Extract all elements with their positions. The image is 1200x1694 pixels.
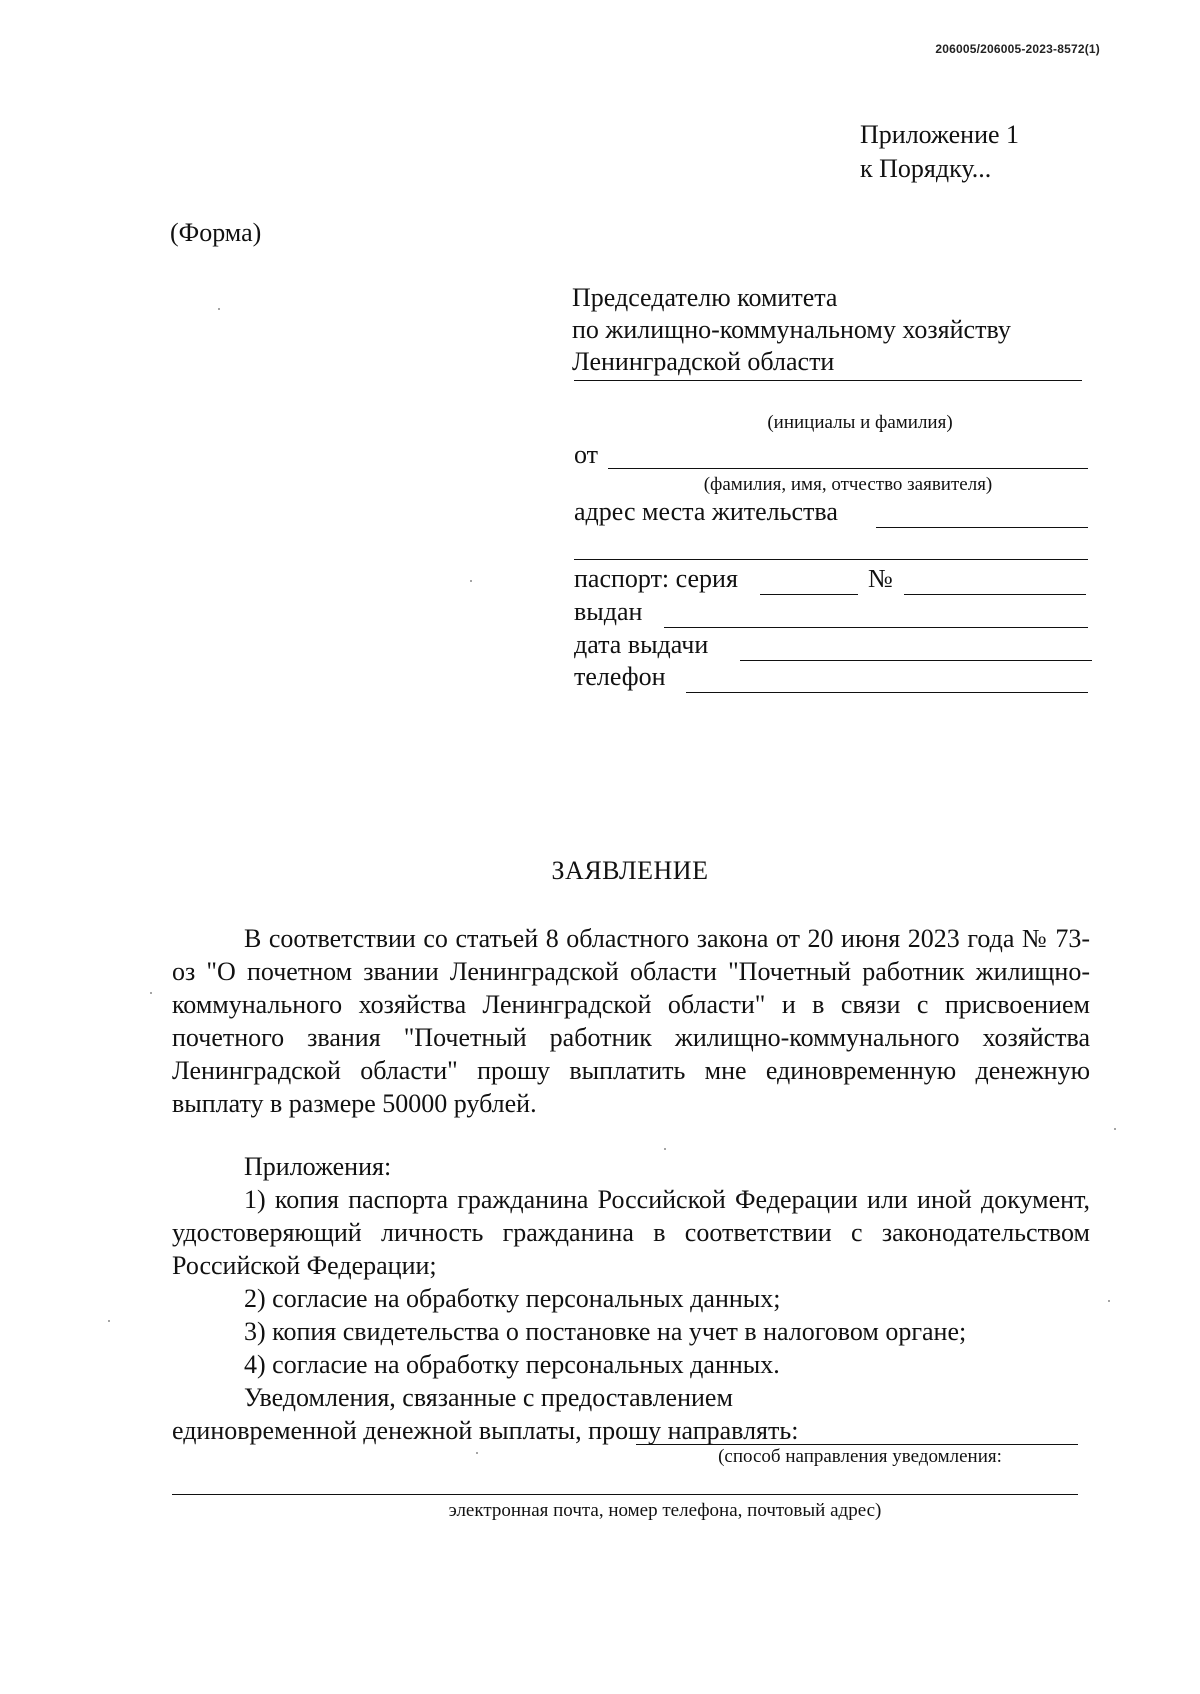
notification-method-field-line[interactable] bbox=[636, 1414, 1078, 1445]
attachments-label: Приложения: bbox=[244, 1152, 392, 1181]
addressee-block bbox=[572, 282, 1011, 378]
initials-field-line[interactable] bbox=[574, 380, 1082, 381]
applicant-name-field-line[interactable] bbox=[608, 442, 1088, 469]
from-label: от bbox=[574, 440, 599, 469]
addressee-line-1: Председателю комитета bbox=[572, 283, 838, 312]
document-id: 206005/206005-2023-8572(1) bbox=[935, 42, 1100, 56]
scan-speck bbox=[664, 1148, 666, 1150]
notification-caption-2: электронная почта, номер телефона, почтовый адрес) bbox=[448, 1500, 882, 1521]
scan-speck bbox=[476, 1452, 478, 1454]
address-field-line-1[interactable] bbox=[876, 497, 1088, 528]
issue-date-label: дата выдачи bbox=[574, 630, 709, 659]
scan-speck bbox=[108, 1320, 110, 1322]
attachment-item-1: 1) копия паспорта гражданина Российской Федерации или иной документ, удостоверяющий личность гражданина в соответствии с законодательством Российской Федерации; bbox=[172, 1185, 1090, 1280]
scan-speck bbox=[1114, 1128, 1116, 1130]
issue-date-field-line[interactable] bbox=[740, 630, 1092, 661]
address-field-line-2[interactable] bbox=[574, 531, 1088, 560]
appendix-reference bbox=[860, 118, 1019, 186]
attachment-item-2: 2) согласие на обработку персональных данных; bbox=[244, 1284, 781, 1313]
appendix-line-2: к Порядку... bbox=[860, 154, 992, 183]
passport-number-field-line[interactable] bbox=[904, 564, 1086, 595]
addressee-line-3: Ленинградской области bbox=[572, 347, 835, 376]
passport-series-field-line[interactable] bbox=[760, 564, 858, 595]
addressee-line-2: по жилищно-коммунальному хозяйству bbox=[572, 315, 1011, 344]
scan-speck bbox=[150, 992, 152, 994]
phone-field-line[interactable] bbox=[686, 662, 1088, 693]
attachments-block bbox=[172, 1150, 1090, 1381]
scan-speck bbox=[470, 580, 472, 582]
address-label: адрес места жительства bbox=[574, 497, 838, 526]
passport-series-label: паспорт: серия bbox=[574, 564, 738, 593]
document-title: ЗАЯВЛЕНИЕ bbox=[551, 856, 709, 885]
scan-speck bbox=[218, 308, 220, 310]
phone-label: телефон bbox=[574, 662, 666, 691]
statement-paragraph: В соответствии со статьей 8 областного закона от 20 июня 2023 года № 73-оз "О почетном звании Ленинградской области "Почетный работник жилищно-коммунального хозяйства Ленинградской области" и в связи с присвоением почетного звания "Почетный работник жилищно-коммунального хозяйства Ленинградской области" прошу выплатить мне единовременную денежную выплату в размере 50000 рублей. bbox=[172, 924, 1090, 1118]
statement-body bbox=[172, 922, 1090, 1120]
initials-caption: (инициалы и фамилия) bbox=[767, 412, 953, 433]
notification-caption-1: (способ направления уведомления: bbox=[718, 1446, 1002, 1467]
attachment-item-3: 3) копия свидетельства о постановке на учет в налоговом органе; bbox=[244, 1317, 967, 1346]
form-label: (Форма) bbox=[170, 218, 262, 247]
notification-address-field-line[interactable] bbox=[172, 1468, 1078, 1495]
applicant-caption: (фамилия, имя, отчество заявителя) bbox=[703, 474, 993, 495]
attachment-item-4: 4) согласие на обработку персональных данных. bbox=[244, 1350, 780, 1379]
appendix-line-1: Приложение 1 bbox=[860, 120, 1020, 149]
issued-field-line[interactable] bbox=[664, 597, 1088, 628]
notification-text: Уведомления, связанные с предоставлением единовременной денежной выплаты, прошу направлять: bbox=[172, 1383, 799, 1445]
issued-label: выдан bbox=[574, 597, 643, 626]
scan-speck bbox=[1108, 1300, 1110, 1302]
passport-number-label: № bbox=[868, 564, 893, 593]
